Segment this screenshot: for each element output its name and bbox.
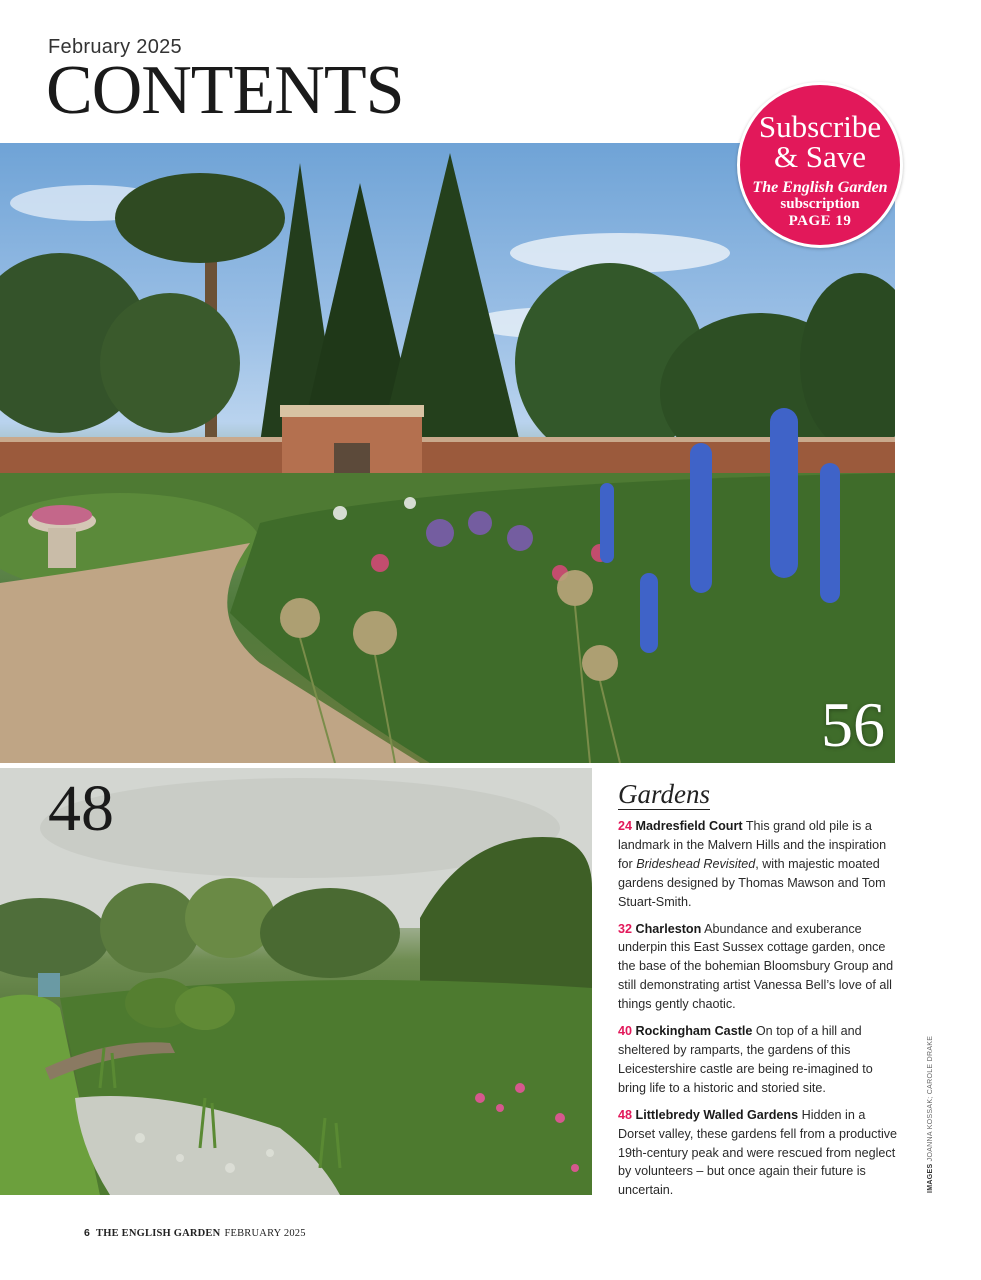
article-name: Rockingham Castle xyxy=(635,1024,753,1039)
page-title: CONTENTS xyxy=(46,52,404,129)
garden-illustration-top xyxy=(0,143,895,763)
image-credits xyxy=(927,1036,934,1193)
article-description: Abundance and exuberance underpin this East Sussex cottage garden, once the base of the bohemian Bloomsbury Group and still demonstrating artist Vanessa Bell’s love of all things gently chaotic. xyxy=(618,921,894,1012)
article-description: Hidden in a Dorset valley, these gardens fell from a productive 19th-century peak and were rescued from neglect by volunteers – but once again their future is uncertain. xyxy=(618,1107,898,1198)
article-madresfield-court[interactable] xyxy=(618,817,898,912)
badge-subscription-text: subscription xyxy=(780,196,860,212)
badge-page-ref: PAGE 19 xyxy=(788,213,852,229)
article-page-number: 24 xyxy=(618,819,633,833)
footer-page-number: 6 xyxy=(84,1227,91,1239)
article-name: Madresfield Court xyxy=(635,819,743,833)
badge-subscribe-text: Subscribe xyxy=(758,109,882,144)
article-name: Charleston xyxy=(635,921,702,936)
page-footer xyxy=(84,1227,306,1239)
footer-issue: FEBRUARY 2025 xyxy=(224,1228,306,1239)
badge-save-text: & Save xyxy=(773,139,867,174)
credits-text: JOANNA KOSSAK; CAROLE DRAKE xyxy=(927,1035,934,1164)
article-name: Littlebredy Walled Gardens xyxy=(635,1107,799,1122)
subscribe-badge[interactable] xyxy=(737,82,903,248)
feature-photo-littlebredy xyxy=(0,768,592,1195)
article-page-number: 40 xyxy=(618,1024,633,1039)
article-page-number: 32 xyxy=(618,921,633,936)
article-littlebredy-walled-gardens[interactable] xyxy=(618,1106,898,1201)
article-page-number: 48 xyxy=(618,1107,633,1122)
section-heading-gardens: Gardens xyxy=(618,779,710,809)
page-number-56: 56 xyxy=(821,689,885,760)
article-charleston[interactable] xyxy=(618,920,898,1015)
article-description-end: , with majestic moated gardens designed by Thomas Mawson and Tom Stuart-Smith. xyxy=(618,856,886,909)
issue-date: February 2025 xyxy=(48,36,182,58)
badge-magazine-name: The English Garden xyxy=(752,179,888,196)
article-list xyxy=(618,817,898,1208)
article-rockingham-castle[interactable] xyxy=(618,1022,898,1098)
article-italic-title: Brideshead Revisited xyxy=(636,856,756,871)
page-number-48: 48 xyxy=(48,772,114,845)
article-description: On top of a hill and sheltered by ramparts, the gardens of this Leicestershire castle are being re-imagined to bring life to a historic and storied site. xyxy=(618,1024,873,1095)
footer-magazine-name: THE ENGLISH GARDEN xyxy=(96,1228,221,1239)
credits-label: IMAGES xyxy=(927,1163,934,1193)
feature-photo-walled-garden xyxy=(0,143,895,763)
article-description: This grand old pile is a landmark in the Malvern Hills and the inspiration for xyxy=(618,819,887,871)
